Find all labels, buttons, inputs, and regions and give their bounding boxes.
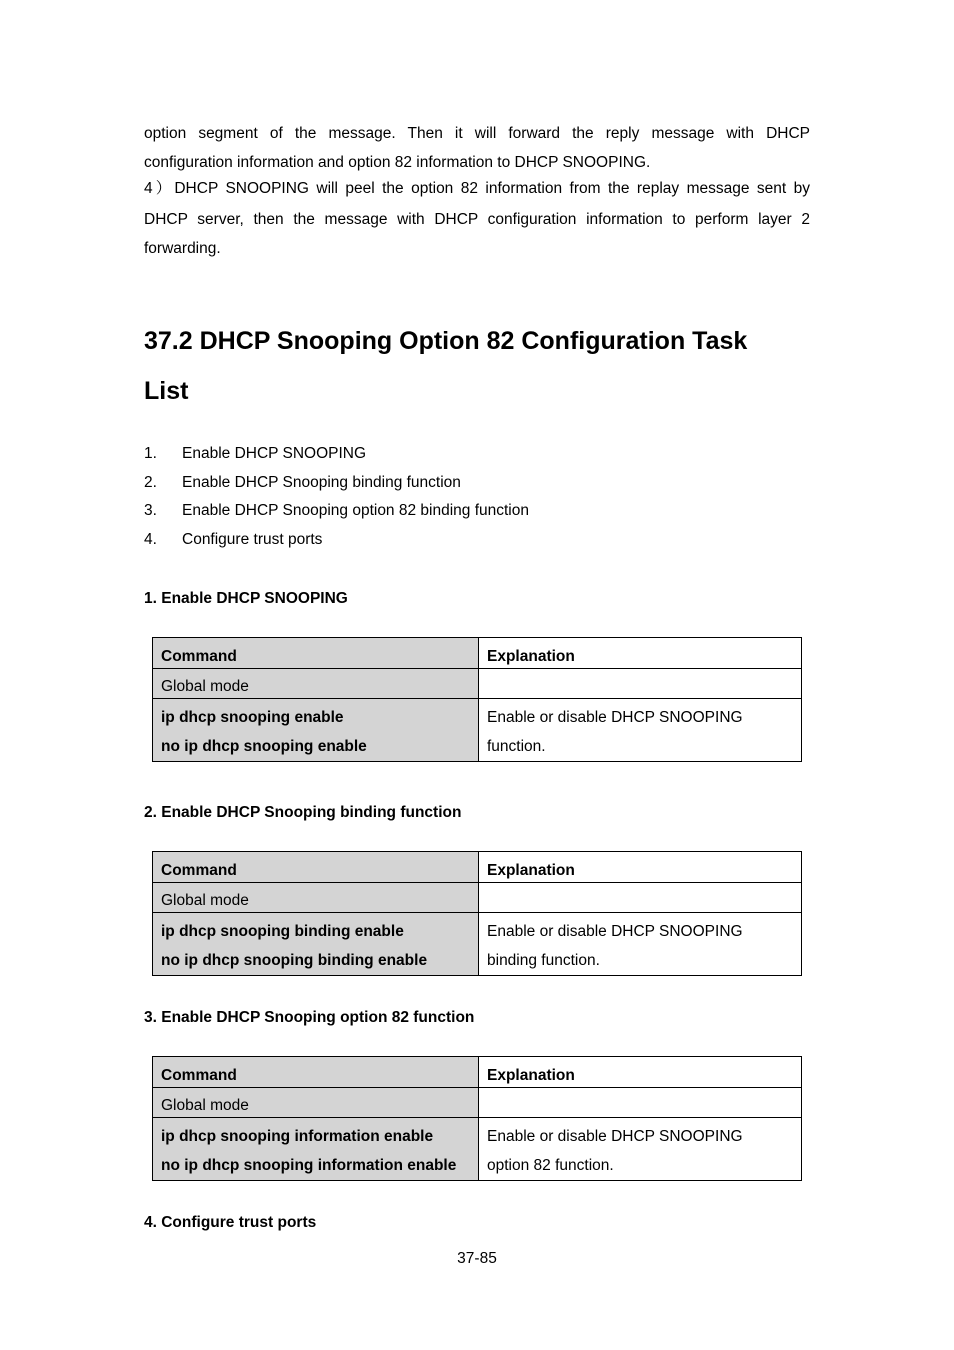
- explanation-line2: option 82 function.: [487, 1157, 614, 1174]
- explanation-line1: Enable or disable DHCP SNOOPING: [487, 1128, 743, 1145]
- step4-heading: 4. Configure trust ports: [144, 1214, 317, 1231]
- table-empty-cell: [479, 669, 802, 699]
- command-disable: no ip dhcp snooping information enable: [161, 1157, 457, 1174]
- table-explanation-cell: [479, 1118, 802, 1181]
- table-header-explanation: Explanation: [479, 852, 802, 883]
- list-item-text: Enable DHCP SNOOPING: [182, 445, 367, 462]
- table-header-command: Command: [153, 638, 479, 669]
- list-item-number: 1.: [144, 445, 157, 462]
- step3-command-table: [152, 1056, 802, 1181]
- step3-heading: 3. Enable DHCP Snooping option 82 function: [144, 1009, 475, 1026]
- intro-paragraph-2: [144, 174, 810, 203]
- table-command-cell: [153, 699, 479, 762]
- intro-paragraph-2-end: [144, 234, 810, 263]
- section-title-line1: 37.2 DHCP Snooping Option 82 Configuration Task: [144, 327, 748, 355]
- task-list: [144, 440, 529, 555]
- intro-p1-line1: option segment of the message. Then it will forward the reply message with DHCP: [144, 125, 810, 142]
- table-header-command: Command: [153, 1057, 479, 1088]
- table-command-cell: [153, 913, 479, 976]
- list-item: [144, 526, 529, 555]
- table-header-command: Command: [153, 852, 479, 883]
- command-enable: ip dhcp snooping binding enable: [161, 923, 404, 940]
- intro-paragraph-1: [144, 119, 810, 148]
- intro-paragraph-2-cont: [144, 205, 810, 234]
- table-header-explanation: Explanation: [479, 1057, 802, 1088]
- table-explanation-cell: [479, 913, 802, 976]
- step1-command-table: [152, 637, 802, 762]
- list-item-number: 3.: [144, 502, 157, 520]
- step2-heading: 2. Enable DHCP Snooping binding function: [144, 804, 462, 821]
- command-disable: no ip dhcp snooping enable: [161, 738, 367, 755]
- list-item: [144, 469, 529, 498]
- table-mode-cell: Global mode: [153, 1088, 479, 1118]
- intro-paragraph-1-end: [144, 148, 810, 177]
- intro-p1-line2: configuration information and option 82 information to DHCP SNOOPING.: [144, 154, 651, 171]
- step1-heading: 1. Enable DHCP SNOOPING: [144, 590, 348, 607]
- command-enable: ip dhcp snooping enable: [161, 709, 344, 726]
- table-empty-cell: [479, 883, 802, 913]
- list-item: [144, 440, 529, 469]
- intro-p2-line3: forwarding.: [144, 240, 221, 257]
- explanation-line2: function.: [487, 738, 546, 755]
- list-item-text: Enable DHCP Snooping binding function: [182, 473, 461, 491]
- table-mode-cell: Global mode: [153, 883, 479, 913]
- command-enable: ip dhcp snooping information enable: [161, 1128, 434, 1145]
- list-item: [144, 497, 529, 526]
- table-command-cell: [153, 1118, 479, 1181]
- table-mode-cell: Global mode: [153, 669, 479, 699]
- section-title-line2: List: [144, 377, 189, 405]
- explanation-line1: Enable or disable DHCP SNOOPING: [487, 709, 743, 726]
- explanation-line2: binding function.: [487, 952, 600, 969]
- table-explanation-cell: [479, 699, 802, 762]
- intro-p2-line2: DHCP server, then the message with DHCP configuration information to perform layer 2: [144, 211, 810, 228]
- list-item-text: Enable DHCP Snooping option 82 binding function: [182, 502, 529, 520]
- list-item-number: 4.: [144, 531, 157, 549]
- list-item-text: Configure trust ports: [182, 531, 323, 549]
- section-title: [144, 316, 824, 416]
- page-number: 37-85: [457, 1250, 497, 1267]
- intro-p2-line1: 4）DHCP SNOOPING will peel the option 82 information from the replay message sent by: [144, 180, 810, 197]
- table-header-explanation: Explanation: [479, 638, 802, 669]
- table-empty-cell: [479, 1088, 802, 1118]
- explanation-line1: Enable or disable DHCP SNOOPING: [487, 923, 743, 940]
- step2-command-table: [152, 851, 802, 976]
- command-disable: no ip dhcp snooping binding enable: [161, 952, 428, 969]
- list-item-number: 2.: [144, 473, 157, 491]
